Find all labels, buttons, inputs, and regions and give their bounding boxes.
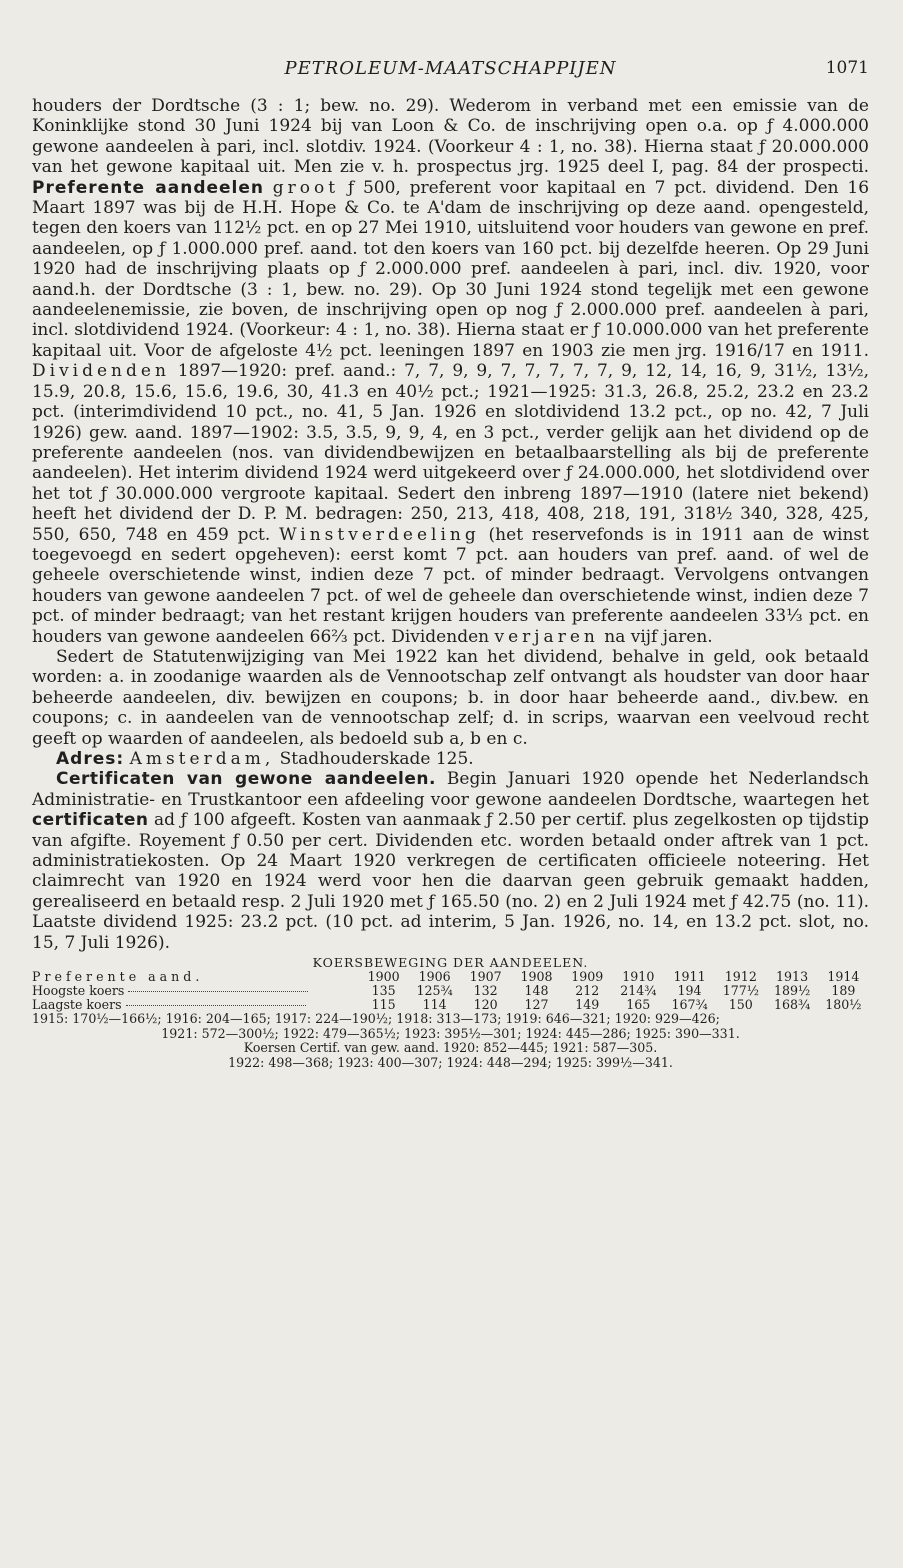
spaced-word-dividenden: Dividenden [32, 361, 170, 382]
value-cell: 167¾ [671, 997, 708, 1013]
paragraph-statuten: Sedert de Statutenwijziging van Mei 1922 kan het dividend, behalve in geld, ook betaald worden: a. in zoodanige waarden als de Vennootschap zelf ontvangt als houdster van door haar beheerde aandeelen, div. bewijzen en coupons; b. in door haar beheerde aand., div.bew. en coupons; c. in aandeelen van de vennootschap zelf; d. in scrips, waarvan een veelvoud recht geeft op waarden of aandeelen, als bedoeld sub a, b en c. [32, 646, 869, 749]
running-head: PETROLEUM-MAATSCHAPPIJEN [284, 58, 617, 79]
year-cell: 1912 [724, 969, 757, 985]
text-run: ƒ 500, preferent voor kapitaal en 7 pct. dividend. Den 16 Maart 1897 was bij de H.H. Hope & Co. te A'dam de inschrijving op deze aand. opengesteld, tegen den koers van 112½ pct. en op 27 Mei 1910, uitsluitend voor houders van gewone en pref. aandeelen, op ƒ 1.000.000 pref. aand. tot den koers van 160 pct. bij dezelfde heeren. Op 29 Juni 1920 had de inschrijving plaats op ƒ 2.000.000 pref. aandeelen à pari, incl. div. 1920, voor aand.h. der Dordtsche (3 : 1, bew. no. 29). Op 30 Juni 1924 stond tegelijk met een gewone aandeelenemissie, zie boven, de inschrijving open op nog ƒ 2.000.000 pref. aandeelen à pari, incl. slotdividend 1924. (Voorkeur: 4 : 1, no. 38). Hierna staat er ƒ 10.000.000 van het preferente kapitaal uit. Voor de afgeloste 4½ pct. leeningen 1897 en 1903 zie men jrg. 1916/17 en 1911. [32, 177, 870, 361]
spaced-word-groot: groot [272, 177, 340, 198]
section-label-certificaten: Certificaten van gewone aandeelen. [56, 769, 436, 790]
value-cell: 150 [728, 997, 753, 1013]
value-cell: 194 [677, 983, 702, 999]
year-cell: 1906 [418, 969, 451, 985]
body-text [32, 96, 869, 1070]
value-cell: 114 [422, 997, 447, 1013]
koersbeweging-title: KOERSBEWEGING DER AANDEELEN. [312, 955, 589, 971]
value-cell: 177½ [722, 983, 759, 999]
paragraph-adres [32, 749, 869, 769]
inline-label-certificaten: certificaten [32, 810, 149, 831]
text-run: ad ƒ 100 afgeeft. Kosten van aanmaak ƒ 2.50 per certif. plus zegelkosten op tijdstip van afgifte. Royement ƒ 0.50 per cert. Dividenden etc. worden betaald onder aftrek van 1 pct. administratiekosten. Op 24 Maart 1920 verkregen de certificaten officieele noteering. Het claimrecht van 1920 en 1924 werd voor hen die daarvan geen gebruik gemaakt hadden, gerealiseerd en betaald resp. 2 Juli 1920 met ƒ 165.50 (no. 2) en 2 Juli 1924 met ƒ 42.75 (no. 11). Laatste dividend 1925: 23.2 pct. (10 pct. ad interim, 5 Jan. 1926, no. 14, en 13.2 pct. slot, no. 15, 7 Juli 1926). [32, 810, 869, 953]
year-cell: 1911 [673, 969, 706, 985]
text-run: (het reservefonds is in 1911 aan de winst toegevoegd en sedert opgeheven): eerst komt 7 pct. aan houders van pref. aand. of wel de geheele overschietende winst, indien deze 7 pct. of minder bedraagt. Vervolgens ontvangen houders van gewone aandeelen 7 pct. of wel de geheele dan overschietende winst, indien deze 7 pct. of minder bedraagt; van het restant krijgen houders van preferente aandeelen 33⅓ pct. en houders van gewone aandeelen 66⅔ pct. Dividenden [32, 524, 869, 647]
dot-leader [128, 991, 308, 992]
koers-table [32, 970, 869, 1012]
spaced-word-winstverdeeling: Winstverdeeling [279, 524, 480, 545]
row-label-text: Hoogste koers [32, 983, 125, 999]
value-cell: 168¾ [773, 997, 811, 1013]
adres-street: Stadhouderskade 125. [279, 749, 474, 769]
value-cell: 115 [371, 997, 396, 1013]
value-cell: 165 [626, 997, 651, 1013]
page-header [32, 58, 869, 88]
value-cell: 148 [524, 983, 549, 999]
koers-line: 1915: 170½—166½; 1916: 204—165; 1917: 224—190½; 1918: 313—173; 1919: 646—321; 1920: 929—426; [32, 1011, 720, 1027]
year-cell: 1900 [367, 969, 400, 985]
page-number: 1071 [825, 58, 869, 78]
section-label-adres: Adres: [56, 749, 125, 769]
year-cell: 1908 [520, 969, 553, 985]
section-label-preferente: Preferente aandeelen [32, 177, 265, 198]
row-label-laagste [32, 998, 358, 1012]
paragraph-preferente [32, 96, 869, 647]
year-cell: 1914 [827, 969, 860, 985]
row-label-hoogste [32, 984, 358, 998]
adres-city: Amsterdam, [129, 749, 275, 769]
text-run: na vijf jaren. [604, 626, 713, 647]
koers-line: 1921: 572—300½; 1922: 479—365½; 1923: 395½—301; 1924: 445—286; 1925: 390—331. [161, 1025, 740, 1041]
value-cell: 180½ [825, 997, 862, 1013]
year-cell: 1907 [469, 969, 502, 985]
table-row [32, 998, 869, 1012]
table-row [32, 970, 869, 984]
value-cell: 120 [473, 997, 498, 1013]
text-run: Begin Januari 1920 opende het Nederlandsch Administratie- en Trustkantoor een afdeeling voor gewone aandeelen Dordtsche, waartegen het [32, 769, 869, 810]
spaced-word-verjaren: verjaren [494, 626, 599, 647]
value-cell: 212 [575, 983, 600, 999]
text-run: houders der Dordtsche (3 : 1; bew. no. 29). Wederom in verband met een emissie van de Koninklijke stond 30 Juni 1924 bij van Loon & Co. de inschrijving open o.a. op ƒ 4.000.000 gewone aandeelen à pari, incl. slotdiv. 1924. (Voorkeur 4 : 1, no. 38). Hierna staat ƒ 20.000.000 van het gewone kapitaal uit. Men zie v. h. prospectus jrg. 1925 deel I, pag. 84 der prospecti. [32, 96, 869, 178]
value-cell: 132 [473, 983, 498, 999]
text-run: 1897—1920: pref. aand.: 7, 7, 9, 9, 7, 7, 7, 7, 7, 9, 12, 14, 16, 9, 31½, 13½, 15.9, 20.8, 15.6, 15.6, 19.6, 30, 41.3 en 40½ pct.; 1921—1925: 31.3, 26.8, 25.2, 23.2 en 23.2 pct. (interimdividend 10 pct., no. 41, 5 Jan. 1926 en slotdividend 13.2 pct., op no. 42, 7 Juli 1926) gew. aand. 1897—1902: 3.5, 3.5, 9, 9, 4, en 3 pct., verder gelijk aan het dividend op de preferente aandeelen (nos. van dividendbewijzen en betaalbaarstelling als bij de preferente aandeelen). Het interim dividend 1924 werd uitgekeerd over ƒ 24.000.000, het slotdividend over het tot ƒ 30.000.000 vergroote kapitaal. Sedert den inbreng 1897—1910 (latere niet bekend) heeft het dividend der D. P. M. bedragen: 250, 213, 418, 408, 218, 191, 318½ 340, 328, 425, 550, 650, 748 en 459 pct. [32, 361, 869, 545]
value-cell: 135 [371, 983, 396, 999]
value-cell: 214¾ [620, 983, 657, 999]
row-label-text: Laagste koers [32, 997, 122, 1013]
koers-line: 1922: 498—368; 1923: 400—307; 1924: 448—294; 1925: 399½—341. [228, 1054, 673, 1070]
table-row [32, 984, 869, 998]
value-cell: 127 [524, 997, 549, 1013]
row-label-preferente: Preferente aand. [32, 969, 204, 985]
value-cell: 189 [831, 983, 856, 999]
year-cell: 1910 [622, 969, 655, 985]
value-cell: 189½ [773, 983, 811, 999]
year-cell: 1913 [776, 969, 809, 985]
value-cell: 149 [575, 997, 600, 1013]
koers-line: Koersen Certif. van gew. aand. 1920: 852—445; 1921: 587—305. [243, 1040, 658, 1056]
value-cell: 125¾ [416, 983, 453, 999]
paragraph-certificaten [32, 769, 869, 953]
dot-leader [126, 1005, 306, 1006]
year-cell: 1909 [571, 969, 604, 985]
